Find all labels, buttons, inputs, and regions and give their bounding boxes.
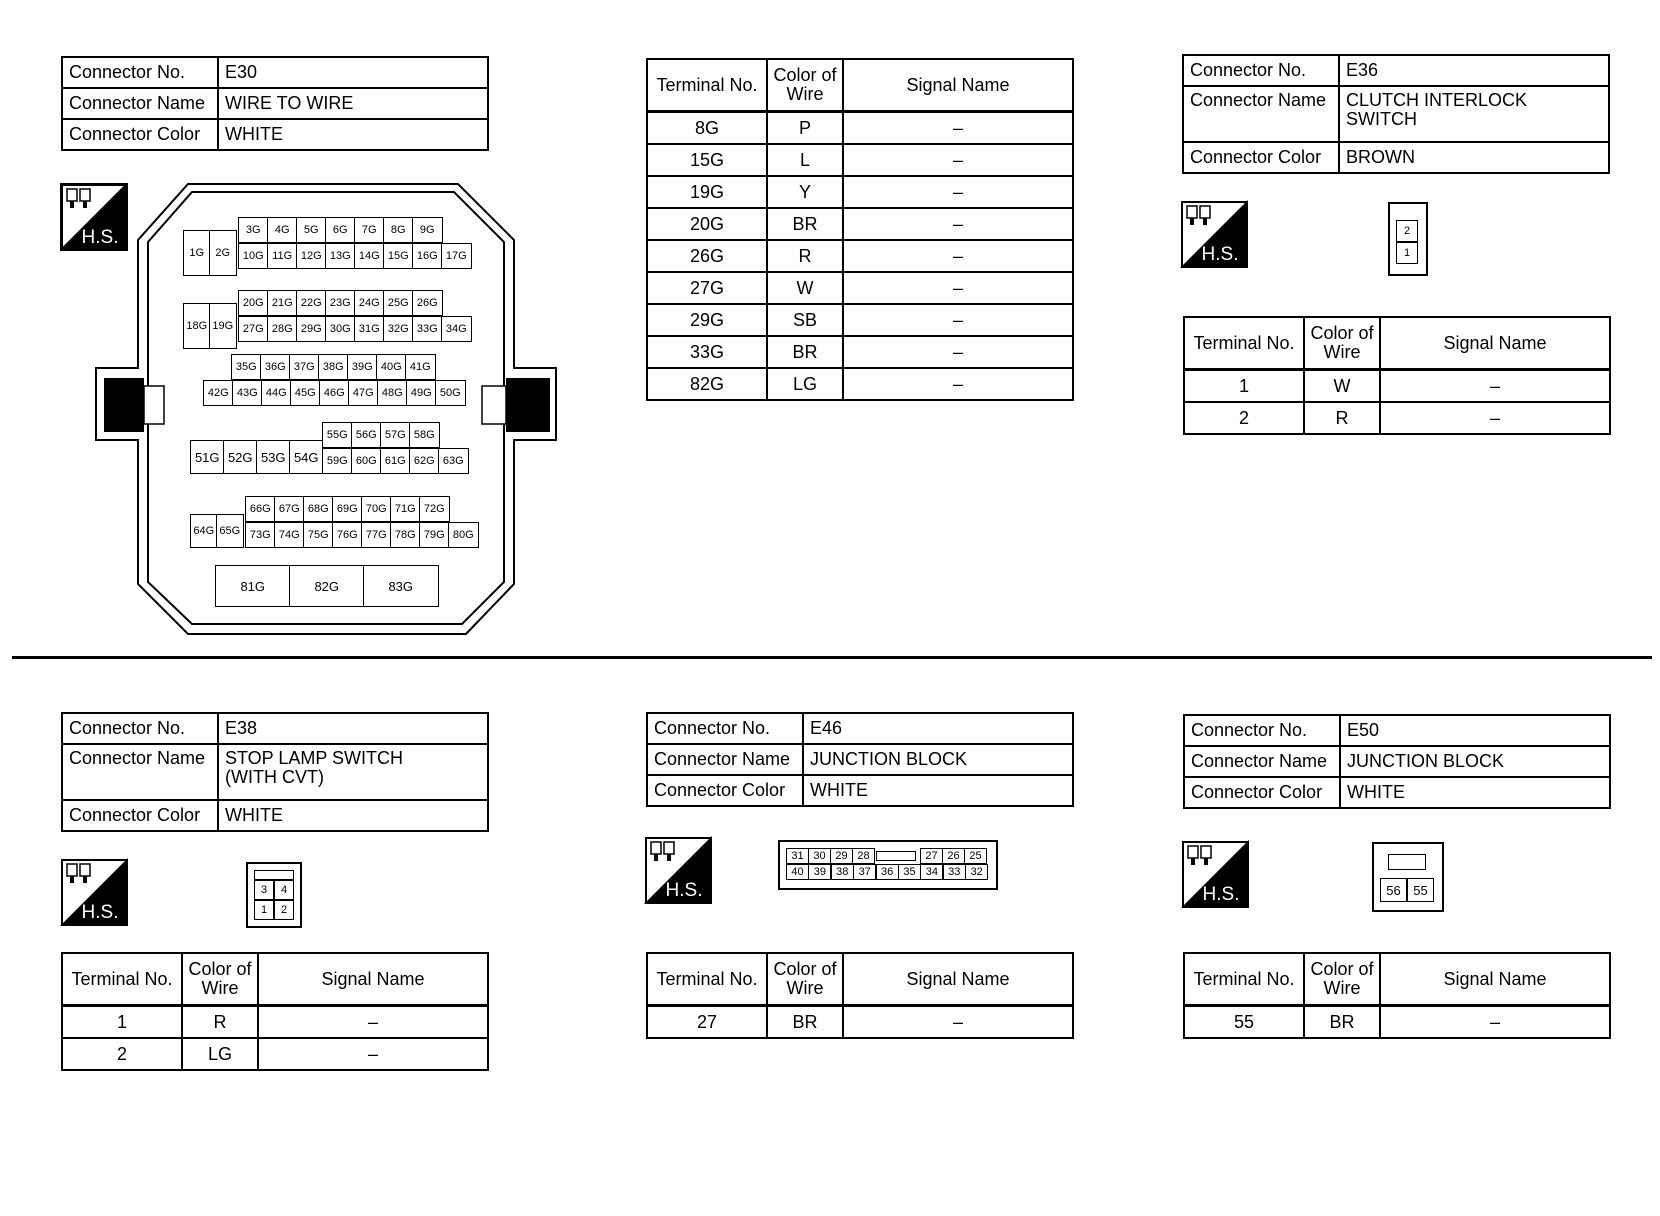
e30-pin: 78G (390, 522, 421, 548)
e38-terminal-table (61, 952, 489, 1071)
label-connector-color: Connector Color (62, 119, 218, 150)
terminal-no-cell: 15G (647, 144, 767, 176)
e30-pin: 13G (325, 243, 356, 269)
table-row (62, 1006, 488, 1039)
header-signal-name: Signal Name (843, 59, 1073, 112)
e38-connector-face (246, 862, 302, 928)
e30-pin: 77G (361, 522, 392, 548)
signal-name-cell: – (258, 1006, 488, 1039)
e30-pin: 44G (261, 380, 292, 406)
e46-connector-name: JUNCTION BLOCK (803, 744, 1073, 775)
e50-info-table (1183, 714, 1611, 809)
e30-pin: 33G (412, 316, 443, 342)
e30-pin: 26G (412, 290, 443, 316)
hs-badge-text: H.S. (81, 227, 119, 248)
e46-pin: 30 (808, 848, 831, 864)
label-connector-color: Connector Color (647, 775, 803, 806)
terminal-no-cell: 2 (1184, 402, 1304, 434)
e50-connector-face (1372, 842, 1444, 912)
e30-pin: 81G (215, 565, 291, 607)
wire-color-cell: W (767, 272, 843, 304)
hs-badge-text: H.S. (1202, 884, 1240, 905)
signal-name-cell: – (1380, 370, 1610, 403)
e30-pin: 30G (325, 316, 356, 342)
e50-pin: 55 (1407, 878, 1434, 902)
table-row (647, 240, 1073, 272)
e30-pin: 12G (296, 243, 327, 269)
e30-pin: 61G (380, 448, 411, 474)
e30-pin: 75G (303, 522, 334, 548)
e38-info-table (61, 712, 489, 832)
label-connector-name: Connector Name (62, 744, 218, 800)
e46-connector-face (778, 840, 998, 890)
e36-info-table (1182, 54, 1610, 174)
e46-pin: 33 (943, 864, 966, 880)
e46-connector-no: E46 (803, 713, 1073, 744)
label-connector-color: Connector Color (1183, 142, 1339, 173)
e36-connector-face (1388, 202, 1428, 276)
e30-pin: 38G (318, 354, 349, 380)
e30-pin: 5G (296, 217, 327, 243)
e30-pin: 53G (256, 440, 291, 474)
table-row (62, 1038, 488, 1070)
e36-connector-name: CLUTCH INTERLOCK SWITCH (1339, 86, 1609, 142)
hs-badge-text: H.S. (665, 880, 703, 901)
e30-pin: 22G (296, 290, 327, 316)
table-row (647, 1006, 1073, 1039)
label-connector-no: Connector No. (1184, 715, 1340, 746)
table-row (647, 112, 1073, 145)
e30-pin: 11G (267, 243, 298, 269)
e30-pin: 83G (363, 565, 439, 607)
terminal-no-cell: 8G (647, 112, 767, 145)
header-signal-name: Signal Name (1380, 317, 1610, 370)
e30-pin: 21G (267, 290, 298, 316)
table-row (647, 208, 1073, 240)
e30-pin: 16G (412, 243, 443, 269)
wire-color-cell: R (767, 240, 843, 272)
e30-pin: 72G (419, 496, 450, 522)
label-connector-no: Connector No. (62, 713, 218, 744)
wire-color-cell: SB (767, 304, 843, 336)
wire-color-cell: W (1304, 370, 1380, 403)
e46-pin: 38 (831, 864, 854, 880)
e30-pin: 68G (303, 496, 334, 522)
e36-pin: 2 (1396, 220, 1418, 242)
e30-pin: 23G (325, 290, 356, 316)
e30-pin: 49G (406, 380, 437, 406)
e50-pin: 56 (1380, 878, 1407, 902)
e30-pin: 58G (409, 422, 440, 448)
wire-color-cell: L (767, 144, 843, 176)
e30-pin: 6G (325, 217, 356, 243)
table-row (647, 336, 1073, 368)
e46-pin: 29 (830, 848, 853, 864)
e30-pin: 2G (209, 230, 237, 276)
e30-pin: 39G (347, 354, 378, 380)
e46-pin: 36 (876, 864, 899, 880)
e30-pin: 43G (232, 380, 263, 406)
header-color-of-wire: Color of Wire (767, 59, 843, 112)
e30-pin: 10G (238, 243, 269, 269)
e46-pin: 25 (964, 848, 987, 864)
e46-pin: 27 (920, 848, 943, 864)
e46-terminal-table (646, 952, 1074, 1039)
e36-connector-color: BROWN (1339, 142, 1609, 173)
e30-pin: 47G (348, 380, 379, 406)
e38-pin: 4 (274, 880, 294, 900)
header-terminal-no: Terminal No. (1184, 953, 1304, 1006)
e30-pin: 64G (190, 514, 218, 548)
label-connector-no: Connector No. (62, 57, 218, 88)
table-row (647, 368, 1073, 400)
signal-name-cell: – (843, 336, 1073, 368)
label-connector-color: Connector Color (1184, 777, 1340, 808)
label-connector-no: Connector No. (647, 713, 803, 744)
e46-pin: 34 (920, 864, 943, 880)
label-connector-name: Connector Name (1184, 746, 1340, 777)
signal-name-cell: – (843, 112, 1073, 145)
e50-terminal-table (1183, 952, 1611, 1039)
e30-pin: 65G (216, 514, 244, 548)
hs-badge-icon (1181, 840, 1249, 908)
table-row (647, 176, 1073, 208)
terminal-no-cell: 55 (1184, 1006, 1304, 1039)
wire-color-cell: R (182, 1006, 258, 1039)
e30-pin: 60G (351, 448, 382, 474)
e30-pin: 57G (380, 422, 411, 448)
wire-color-cell: BR (1304, 1006, 1380, 1039)
e30-pin: 59G (322, 448, 353, 474)
e30-pin: 51G (190, 440, 225, 474)
e30-pin: 41G (405, 354, 436, 380)
label-connector-name: Connector Name (647, 744, 803, 775)
e30-pin: 55G (322, 422, 353, 448)
e30-connector-color: WHITE (218, 119, 488, 150)
header-signal-name: Signal Name (1380, 953, 1610, 1006)
e38-key (254, 870, 294, 880)
e30-pin: 27G (238, 316, 269, 342)
terminal-no-cell: 33G (647, 336, 767, 368)
e30-pin: 4G (267, 217, 298, 243)
table-row (1184, 370, 1610, 403)
e30-pin: 52G (223, 440, 258, 474)
e46-info-table (646, 712, 1074, 807)
terminal-no-cell: 19G (647, 176, 767, 208)
e30-pin: 31G (354, 316, 385, 342)
wire-color-cell: BR (767, 208, 843, 240)
e30-pin: 24G (354, 290, 385, 316)
hs-badge-icon (644, 836, 712, 904)
e30-pin: 19G (209, 303, 237, 349)
hs-badge-icon (1180, 200, 1248, 268)
e30-pin: 74G (274, 522, 305, 548)
e30-pin: 8G (383, 217, 414, 243)
e30-terminal-table (646, 58, 1074, 401)
table-row (647, 304, 1073, 336)
table-row (1184, 1006, 1610, 1039)
header-terminal-no: Terminal No. (1184, 317, 1304, 370)
e50-key (1388, 854, 1426, 870)
signal-name-cell: – (843, 208, 1073, 240)
e46-pin: 37 (853, 864, 876, 880)
signal-name-cell: – (843, 144, 1073, 176)
e30-pin: 18G (183, 303, 211, 349)
e30-pin: 36G (260, 354, 291, 380)
e30-pin: 29G (296, 316, 327, 342)
terminal-no-cell: 27 (647, 1006, 767, 1039)
e30-connector-name: WIRE TO WIRE (218, 88, 488, 119)
e38-pin: 1 (254, 900, 274, 920)
label-connector-name: Connector Name (1183, 86, 1339, 142)
e30-pin: 82G (289, 565, 365, 607)
table-row (647, 144, 1073, 176)
e36-connector-no: E36 (1339, 55, 1609, 86)
label-connector-name: Connector Name (62, 88, 218, 119)
e38-connector-no: E38 (218, 713, 488, 744)
e46-key (876, 851, 916, 861)
e30-pin: 15G (383, 243, 414, 269)
wire-color-cell: P (767, 112, 843, 145)
section-divider (12, 656, 1652, 659)
e30-pin: 9G (412, 217, 443, 243)
signal-name-cell: – (843, 176, 1073, 208)
e30-pin: 54G (289, 440, 324, 474)
e30-pin: 70G (361, 496, 392, 522)
hs-badge-icon (60, 858, 128, 926)
e30-pin: 71G (390, 496, 421, 522)
e30-connector-no: E30 (218, 57, 488, 88)
e30-pin: 28G (267, 316, 298, 342)
wire-color-cell: R (1304, 402, 1380, 434)
e38-connector-name: STOP LAMP SWITCH (WITH CVT) (218, 744, 488, 800)
header-terminal-no: Terminal No. (62, 953, 182, 1006)
e30-pin: 32G (383, 316, 414, 342)
e30-pin: 35G (231, 354, 262, 380)
terminal-no-cell: 27G (647, 272, 767, 304)
e30-pin: 66G (245, 496, 276, 522)
e38-connector-color: WHITE (218, 800, 488, 831)
e50-connector-color: WHITE (1340, 777, 1610, 808)
e30-info-table (61, 56, 489, 151)
wire-color-cell: LG (182, 1038, 258, 1070)
e30-pin: 37G (289, 354, 320, 380)
e50-connector-name: JUNCTION BLOCK (1340, 746, 1610, 777)
e30-pin: 42G (203, 380, 234, 406)
header-color-of-wire: Color of Wire (1304, 953, 1380, 1006)
e30-pin: 50G (435, 380, 466, 406)
e50-connector-no: E50 (1340, 715, 1610, 746)
e30-pin: 3G (238, 217, 269, 243)
e30-pin: 20G (238, 290, 269, 316)
e30-pin: 34G (441, 316, 472, 342)
signal-name-cell: – (843, 1006, 1073, 1039)
terminal-no-cell: 29G (647, 304, 767, 336)
e30-pin: 63G (438, 448, 469, 474)
e46-pin: 31 (786, 848, 809, 864)
signal-name-cell: – (843, 304, 1073, 336)
e30-pin: 14G (354, 243, 385, 269)
wire-color-cell: BR (767, 1006, 843, 1039)
e30-pin: 73G (245, 522, 276, 548)
e30-pin: 17G (441, 243, 472, 269)
terminal-no-cell: 82G (647, 368, 767, 400)
terminal-no-cell: 26G (647, 240, 767, 272)
e36-terminal-table (1183, 316, 1611, 435)
header-terminal-no: Terminal No. (647, 59, 767, 112)
header-signal-name: Signal Name (843, 953, 1073, 1006)
header-color-of-wire: Color of Wire (1304, 317, 1380, 370)
header-signal-name: Signal Name (258, 953, 488, 1006)
signal-name-cell: – (258, 1038, 488, 1070)
e46-pin: 26 (942, 848, 965, 864)
table-row (647, 272, 1073, 304)
signal-name-cell: – (843, 240, 1073, 272)
e30-pin: 25G (383, 290, 414, 316)
e38-pin: 2 (274, 900, 294, 920)
e30-pin: 1G (183, 230, 211, 276)
wire-color-cell: BR (767, 336, 843, 368)
signal-name-cell: – (1380, 402, 1610, 434)
e46-pin: 28 (852, 848, 875, 864)
e46-pin: 32 (965, 864, 988, 880)
e30-pin: 62G (409, 448, 440, 474)
table-row (1184, 402, 1610, 434)
e30-pin: 56G (351, 422, 382, 448)
wire-color-cell: LG (767, 368, 843, 400)
e38-pin: 3 (254, 880, 274, 900)
hs-badge-text: H.S. (1201, 244, 1239, 265)
signal-name-cell: – (1380, 1006, 1610, 1039)
label-connector-no: Connector No. (1183, 55, 1339, 86)
header-terminal-no: Terminal No. (647, 953, 767, 1006)
e30-pin: 80G (448, 522, 479, 548)
e30-pin: 69G (332, 496, 363, 522)
signal-name-cell: – (843, 272, 1073, 304)
e36-pin: 1 (1396, 242, 1418, 264)
e30-pin: 48G (377, 380, 408, 406)
e46-pin: 35 (898, 864, 921, 880)
e30-pin: 40G (376, 354, 407, 380)
e46-pin: 39 (808, 864, 831, 880)
e30-pin: 76G (332, 522, 363, 548)
e46-pin: 40 (786, 864, 809, 880)
e30-pin: 67G (274, 496, 305, 522)
e30-pin: 79G (419, 522, 450, 548)
terminal-no-cell: 1 (62, 1006, 182, 1039)
wire-color-cell: Y (767, 176, 843, 208)
terminal-no-cell: 2 (62, 1038, 182, 1070)
signal-name-cell: – (843, 368, 1073, 400)
header-color-of-wire: Color of Wire (767, 953, 843, 1006)
e30-pin: 7G (354, 217, 385, 243)
header-color-of-wire: Color of Wire (182, 953, 258, 1006)
hs-badge-text: H.S. (81, 902, 119, 923)
e30-pin: 46G (319, 380, 350, 406)
e46-connector-color: WHITE (803, 775, 1073, 806)
label-connector-color: Connector Color (62, 800, 218, 831)
terminal-no-cell: 1 (1184, 370, 1304, 403)
terminal-no-cell: 20G (647, 208, 767, 240)
e30-pin: 45G (290, 380, 321, 406)
